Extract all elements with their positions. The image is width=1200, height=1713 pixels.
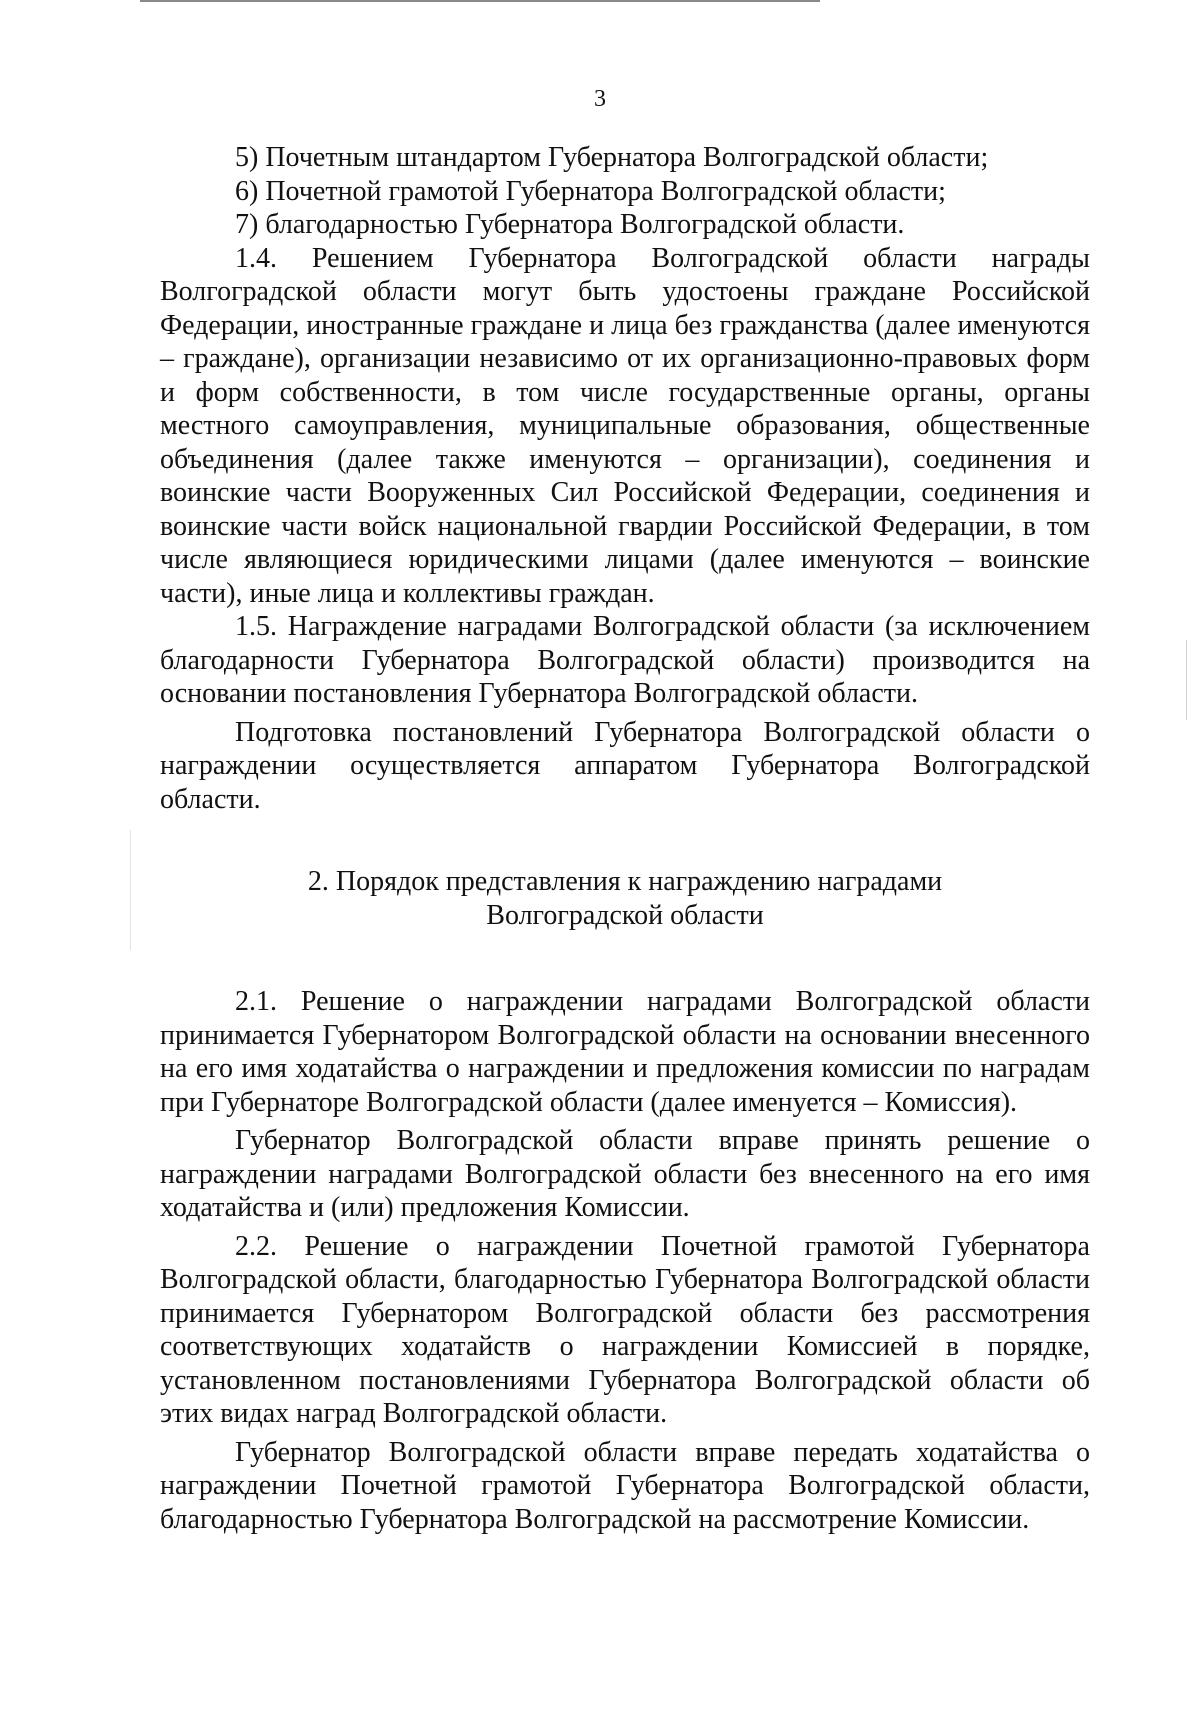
document-body [160,141,1090,1536]
list-item-6: 6) Почетной грамотой Губернатора Волгоградской области; [235,175,946,207]
paragraph-1-4: 1.4. Решением Губернатора Волгоградской области награды Волгоградской области могут быть удостоены граждане Российской Федерации, иностранные граждане и лица без гражданства (далее именуются – граждане), организации независимо от их организационно-правовых форм и форм собственности, в том числе государственные органы, органы местного самоуправления, муниципальные образования, общественные объединения (далее также именуются – организации), соединения и воинские части Вооруженных Сил Российской Федерации, соединения и воинские части войск национальной гвардии Российской Федерации, в том числе являющиеся юридическими лицами (далее именуются – воинские части), иные лица и коллективы граждан. [160,242,1090,609]
section-2-heading [160,865,1090,932]
paragraph-1-5-preparation: Подготовка постановлений Губернатора Волгоградской области о награждении осуществляется аппаратом Губернатора Волгоградской области. [160,716,1090,815]
paragraph-2-2-governor-transfer: Губернатор Волгоградской области вправе передать ходатайства о награждении Почетной грамотой Губернатора Волгоградской области, благодарностью Губернатора Волгоградской на рассмотрение Комиссии. [160,1436,1090,1535]
paragraph-2-1: 2.1. Решение о награждении наградами Волгоградской области принимается Губернатором Волгоградской области на основании внесенного на его имя ходатайства о награждении и предложения комиссии по наградам при Губернаторе Волгоградской области (далее именуется – Комиссия). [160,986,1090,1118]
paragraph-2-2: 2.2. Решение о награждении Почетной грамотой Губернатора Волгоградской области, благодарностью Губернатора Волгоградской области принимается Губернатором Волгоградской области без рассмотрения соответствующих ходатайств о награждении Комиссией в порядке, установленном постановлениями Губернатора Волгоградской области об этих видах наград Волгоградской области. [160,1230,1090,1429]
scan-artifact [130,830,131,950]
section-2-heading-line-1: 2. Порядок представления к награждению наградами [307,866,943,897]
section-2-heading-line-2: Волгоградской области [486,899,764,931]
scan-artifact [1186,640,1187,720]
list-item-5: 5) Почетным штандартом Губернатора Волгоградской области; [235,142,989,173]
paragraph-2-1-governor-right: Губернатор Волгоградской области вправе принять решение о награждении наградами Волгоградской области без внесенного на его имя ходатайства и (или) предложения Комиссии. [160,1125,1090,1223]
list-item-7: 7) благодарностью Губернатора Волгоградской области. [235,209,905,240]
paragraph-1-5: 1.5. Награждение наградами Волгоградской области (за исключением благодарности Губернатора Волгоградской области) производится на основании постановления Губернатора Волгоградской области. [160,611,1090,709]
page-number: 3 [594,86,606,112]
scan-top-edge [140,0,820,2]
